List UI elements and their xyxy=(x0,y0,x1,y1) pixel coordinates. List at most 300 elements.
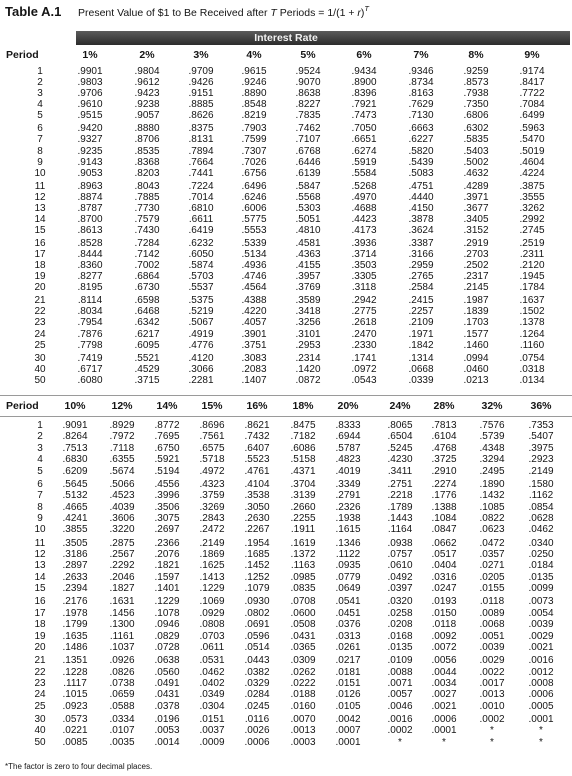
factor-cell: .9070 xyxy=(295,77,321,89)
factor-cell: .0318 xyxy=(519,363,545,375)
factor-cell: .0517 xyxy=(431,549,457,560)
factor-cell: .0068 xyxy=(479,619,505,631)
period-cell: 18 xyxy=(34,260,46,272)
factor-cell: .9709 xyxy=(188,66,214,77)
factor-cell: .7014 xyxy=(188,191,214,203)
period-cell: 11 xyxy=(34,180,46,192)
factor-cell: .2745 xyxy=(519,225,545,236)
factor-cell: .1456 xyxy=(109,607,135,619)
factor-cell: .5553 xyxy=(241,225,267,236)
factor-cell: .9091 xyxy=(62,420,88,431)
factor-cell: .8734 xyxy=(408,77,434,89)
factor-cell: .5568 xyxy=(295,191,321,203)
factor-cell: .7284 xyxy=(134,237,160,249)
factor-cell: .1401 xyxy=(154,583,180,595)
factor-cell: .1890 xyxy=(479,478,505,490)
factor-cell: .0017 xyxy=(479,678,505,689)
factor-cell: .2502 xyxy=(463,260,489,272)
factor-cell: .8890 xyxy=(241,88,267,100)
factor-cell: .0071 xyxy=(387,678,413,689)
factor-cell: .3875 xyxy=(519,180,545,192)
factor-cell: .5645 xyxy=(62,478,88,490)
period-cell: 19 xyxy=(34,630,46,642)
factor-cell: .0007 xyxy=(335,725,361,737)
rate-header: 24% xyxy=(389,400,411,412)
factor-cell: .1069 xyxy=(199,596,225,608)
factor-cell: .2765 xyxy=(408,271,434,283)
factor-cell: .4388 xyxy=(241,295,267,307)
factor-cell: .2176 xyxy=(62,596,88,608)
factor-cell: .6717 xyxy=(77,363,103,375)
factor-cell: .8203 xyxy=(134,167,160,179)
factor-cell: .6227 xyxy=(408,134,434,146)
factor-cell: .1122 xyxy=(335,549,361,560)
factor-cell: .9423 xyxy=(134,88,160,100)
interest-rate-label: Interest Rate xyxy=(254,32,318,44)
factor-cell: .0946 xyxy=(154,619,180,631)
rate-header: 5% xyxy=(300,49,316,61)
factor-cell: .0738 xyxy=(109,678,135,689)
factor-cell: .9327 xyxy=(77,134,103,146)
factor-cell: .5134 xyxy=(241,249,267,260)
factor-cell: .1580 xyxy=(528,478,554,490)
factor-cell: .7084 xyxy=(519,99,545,111)
factor-cell: .6342 xyxy=(134,317,160,329)
factor-cell: .0022 xyxy=(479,666,505,678)
factor-cell: .0003 xyxy=(290,736,316,748)
factor-cell: .2584 xyxy=(408,282,434,294)
factor-cell: .0835 xyxy=(290,583,316,595)
rate-header: 36% xyxy=(530,400,552,412)
period-cell: 8 xyxy=(37,501,43,513)
factor-cell: .0611 xyxy=(199,642,225,653)
factor-cell: .7894 xyxy=(188,145,214,157)
factor-cell: .1015 xyxy=(62,689,88,701)
factor-cell: .0588 xyxy=(109,700,135,712)
factor-cell: .0089 xyxy=(479,607,505,619)
factor-cell: .5132 xyxy=(62,490,88,502)
factor-cell: .1351 xyxy=(62,655,88,667)
title-text-part: Present Value of $1 to Be Received after xyxy=(78,7,271,19)
factor-cell: .0044 xyxy=(431,666,457,678)
period-cell: 5 xyxy=(37,465,43,477)
factor-cell: .7002 xyxy=(134,260,160,272)
factor-cell: .2394 xyxy=(62,583,88,595)
factor-cell: .2495 xyxy=(479,465,505,477)
factor-cell: .0649 xyxy=(335,583,361,595)
factor-cell: .3220 xyxy=(109,524,135,536)
factor-cell: .0854 xyxy=(528,501,554,513)
factor-cell: .0313 xyxy=(335,630,361,642)
factor-cell: .1987 xyxy=(463,295,489,307)
rate-header: 10% xyxy=(64,400,86,412)
factor-cell: .1799 xyxy=(62,619,88,631)
factor-cell: .5775 xyxy=(241,213,267,225)
factor-cell: .7350 xyxy=(463,99,489,111)
factor-cell: .9706 xyxy=(77,88,103,100)
factor-cell: .0329 xyxy=(244,678,270,689)
factor-cell: .4057 xyxy=(241,317,267,329)
factor-cell: .4823 xyxy=(335,454,361,466)
factor-cell: .0560 xyxy=(154,666,180,678)
factor-cell: .8368 xyxy=(134,156,160,168)
factor-cell: .7430 xyxy=(134,225,160,236)
period-cell: 13 xyxy=(34,202,46,214)
factor-cell: .1971 xyxy=(408,328,434,340)
factor-cell: .1827 xyxy=(109,583,135,595)
factor-cell: .0872 xyxy=(295,374,321,386)
factor-cell: .0222 xyxy=(290,678,316,689)
factor-cell: .8963 xyxy=(77,180,103,192)
period-cell: 2 xyxy=(37,77,43,89)
factor-cell: .5921 xyxy=(154,454,180,466)
factor-cell: .3936 xyxy=(351,237,377,249)
period-cell: 4 xyxy=(37,454,43,466)
factor-cell: .0397 xyxy=(387,583,413,595)
factor-cell: .0150 xyxy=(431,607,457,619)
factor-cell: .0116 xyxy=(244,714,270,725)
factor-cell: .5375 xyxy=(188,295,214,307)
factor-cell: .3957 xyxy=(295,271,321,283)
factor-cell: .2281 xyxy=(188,374,214,386)
factor-cell: .0754 xyxy=(519,352,545,364)
period-cell: 10 xyxy=(34,167,46,179)
period-cell: 18 xyxy=(34,619,46,631)
period-cell: 25 xyxy=(34,700,46,712)
factor-cell: .4810 xyxy=(295,225,321,236)
factor-cell: .0929 xyxy=(199,607,225,619)
factor-cell: .4529 xyxy=(134,363,160,375)
factor-cell: .7730 xyxy=(134,202,160,214)
factor-cell: .1229 xyxy=(199,583,225,595)
factor-cell: .2618 xyxy=(351,317,377,329)
factor-cell: .3066 xyxy=(188,363,214,375)
factor-cell: .1460 xyxy=(463,339,489,351)
factor-cell: .0005 xyxy=(528,700,554,712)
period-cell: 15 xyxy=(34,583,46,595)
factor-cell: .7579 xyxy=(134,213,160,225)
factor-cell: .0340 xyxy=(528,537,554,549)
factor-cell: .0514 xyxy=(244,642,270,653)
factor-cell: .0339 xyxy=(408,374,434,386)
factor-cell: .4019 xyxy=(335,465,361,477)
title-variable-t: T xyxy=(270,7,277,19)
period-cell: 8 xyxy=(37,145,43,157)
factor-cell: .6419 xyxy=(188,225,214,236)
factor-cell: .2257 xyxy=(408,306,434,318)
factor-cell: .0600 xyxy=(290,607,316,619)
factor-cell: .1085 xyxy=(479,501,505,513)
factor-cell: .8874 xyxy=(77,191,103,203)
factor-cell: .4363 xyxy=(295,249,321,260)
factor-cell: .3083 xyxy=(241,352,267,364)
factor-cell: .7921 xyxy=(351,99,377,111)
factor-cell: .5219 xyxy=(188,306,214,318)
interest-rate-band xyxy=(76,31,570,45)
factor-cell: .1314 xyxy=(408,352,434,364)
factor-cell: .9246 xyxy=(241,77,267,89)
factor-cell: .4155 xyxy=(295,260,321,272)
factor-cell: .0072 xyxy=(431,642,457,653)
factor-cell: .0056 xyxy=(431,655,457,667)
factor-cell: .8573 xyxy=(463,77,489,89)
factor-cell: .2791 xyxy=(335,490,361,502)
table-number: Table A.1 xyxy=(5,4,62,19)
factor-cell: .7182 xyxy=(290,431,316,443)
factor-cell: .0802 xyxy=(244,607,270,619)
factor-cell: .9174 xyxy=(519,66,545,77)
factor-cell: .0126 xyxy=(335,689,361,701)
factor-cell: .8621 xyxy=(244,420,270,431)
factor-cell: .2149 xyxy=(199,537,225,549)
factor-cell: .7695 xyxy=(154,431,180,443)
period-header: Period xyxy=(6,400,39,412)
title-variable-r: r xyxy=(357,7,361,19)
factor-cell: .0757 xyxy=(387,549,413,560)
factor-cell: .9426 xyxy=(188,77,214,89)
factor-cell: .0042 xyxy=(335,714,361,725)
factor-cell: .6104 xyxy=(431,431,457,443)
rate-header: 14% xyxy=(156,400,178,412)
factor-cell: .7798 xyxy=(77,339,103,351)
factor-cell: .9804 xyxy=(134,66,160,77)
factor-cell: .2120 xyxy=(519,260,545,272)
rate-header: 6% xyxy=(356,49,372,61)
rate-header: 7% xyxy=(413,49,429,61)
factor-cell: .2292 xyxy=(109,560,135,572)
factor-cell: .6611 xyxy=(188,213,214,225)
factor-cell: .4972 xyxy=(199,465,225,477)
factor-cell: .4173 xyxy=(351,225,377,236)
rate-header: 2% xyxy=(139,49,155,61)
factor-cell: .1486 xyxy=(62,642,88,653)
factor-cell: .7664 xyxy=(188,156,214,168)
factor-cell: .4970 xyxy=(351,191,377,203)
factor-cell: .0012 xyxy=(528,666,554,678)
factor-cell: .0001 xyxy=(528,714,554,725)
factor-cell: .3996 xyxy=(154,490,180,502)
factor-cell: .8034 xyxy=(77,306,103,318)
factor-cell: .8065 xyxy=(387,420,413,431)
factor-cell: .8333 xyxy=(335,420,361,431)
period-cell: 13 xyxy=(34,560,46,572)
factor-cell: .0365 xyxy=(290,642,316,653)
factor-cell: .3186 xyxy=(62,549,88,560)
factor-cell: .1615 xyxy=(335,524,361,536)
factor-cell: .1407 xyxy=(241,374,267,386)
factor-cell: .9346 xyxy=(408,66,434,77)
period-cell: 23 xyxy=(34,317,46,329)
factor-cell: .6006 xyxy=(241,202,267,214)
factor-cell: .5158 xyxy=(290,454,316,466)
factor-cell: .5874 xyxy=(188,260,214,272)
factor-cell: .0378 xyxy=(154,700,180,712)
factor-cell: .4371 xyxy=(290,465,316,477)
factor-cell: .2109 xyxy=(408,317,434,329)
factor-cell: .6499 xyxy=(519,110,545,122)
factor-cell: .0460 xyxy=(463,363,489,375)
factor-cell: .6768 xyxy=(295,145,321,157)
factor-cell: .0013 xyxy=(479,689,505,701)
factor-cell: .6944 xyxy=(335,431,361,443)
factor-cell: .0213 xyxy=(463,374,489,386)
factor-cell: .0021 xyxy=(431,700,457,712)
factor-cell: .1378 xyxy=(519,317,545,329)
factor-cell: .0402 xyxy=(199,678,225,689)
factor-cell: .0826 xyxy=(109,666,135,678)
period-cell: 12 xyxy=(34,191,46,203)
factor-cell: .7118 xyxy=(109,442,135,454)
factor-cell: .4104 xyxy=(244,478,270,490)
factor-cell: .5718 xyxy=(199,454,225,466)
factor-cell: .0196 xyxy=(154,714,180,725)
factor-cell: .1635 xyxy=(62,630,88,642)
factor-cell: .8114 xyxy=(77,295,103,307)
period-cell: 16 xyxy=(34,237,46,249)
period-cell: 1 xyxy=(37,420,43,431)
period-cell: 2 xyxy=(37,431,43,443)
factor-cell: .0808 xyxy=(199,619,225,631)
factor-cell: .3855 xyxy=(62,524,88,536)
factor-cell: .0057 xyxy=(387,689,413,701)
table-title xyxy=(78,5,369,21)
factor-cell: .0073 xyxy=(528,596,554,608)
period-cell: 3 xyxy=(37,88,43,100)
factor-cell: .0662 xyxy=(431,537,457,549)
factor-cell: .0822 xyxy=(479,513,505,524)
factor-cell: .5245 xyxy=(387,442,413,454)
factor-cell: .3411 xyxy=(387,465,413,477)
factor-cell: .1978 xyxy=(62,607,88,619)
factor-cell: .1842 xyxy=(408,339,434,351)
period-header: Period xyxy=(6,49,39,61)
factor-cell: .3714 xyxy=(351,249,377,260)
factor-cell: .4746 xyxy=(241,271,267,283)
factor-cell: .0208 xyxy=(387,619,413,631)
factor-cell: .0245 xyxy=(244,700,270,712)
rate-header: 1% xyxy=(82,49,98,61)
factor-cell: .0006 xyxy=(431,714,457,725)
period-cell: 1 xyxy=(37,66,43,77)
factor-cell: .4289 xyxy=(463,180,489,192)
factor-cell: .4230 xyxy=(387,454,413,466)
factor-cell: .8929 xyxy=(109,420,135,431)
factor-cell: .1432 xyxy=(479,490,505,502)
factor-cell: .2703 xyxy=(463,249,489,260)
factor-cell: .0134 xyxy=(519,374,545,386)
period-cell: 6 xyxy=(37,478,43,490)
factor-cell: .8638 xyxy=(295,88,321,100)
period-cell: 30 xyxy=(34,714,46,725)
factor-cell: .6355 xyxy=(109,454,135,466)
factor-cell: .2633 xyxy=(62,571,88,583)
factor-cell: .5787 xyxy=(335,442,361,454)
factor-cell: .1420 xyxy=(295,363,321,375)
factor-cell: .0938 xyxy=(387,537,413,549)
factor-cell: .0376 xyxy=(335,619,361,631)
factor-cell: .0659 xyxy=(109,689,135,701)
factor-cell: .7307 xyxy=(241,145,267,157)
factor-cell: .0638 xyxy=(154,655,180,667)
period-cell: 9 xyxy=(37,513,43,524)
factor-cell: .6407 xyxy=(244,442,270,454)
factor-cell: .5268 xyxy=(351,180,377,192)
factor-cell: .2751 xyxy=(387,478,413,490)
factor-cell: .8264 xyxy=(62,431,88,443)
factor-cell: .6274 xyxy=(351,145,377,157)
factor-cell: .0284 xyxy=(244,689,270,701)
factor-cell: .3677 xyxy=(463,202,489,214)
factor-cell: .0105 xyxy=(335,700,361,712)
factor-cell: .0035 xyxy=(109,736,135,748)
factor-cell: .4751 xyxy=(408,180,434,192)
factor-cell: .1346 xyxy=(335,537,361,549)
factor-cell: .1685 xyxy=(244,549,270,560)
factor-cell: .1163 xyxy=(290,560,316,572)
factor-cell: .2897 xyxy=(62,560,88,572)
factor-cell: .1443 xyxy=(387,513,413,524)
factor-cell: * xyxy=(490,725,494,737)
factor-cell: .0160 xyxy=(290,700,316,712)
factor-cell: .9434 xyxy=(351,66,377,77)
factor-cell: .2326 xyxy=(335,501,361,513)
factor-cell: .6446 xyxy=(295,156,321,168)
rate-header: 12% xyxy=(111,400,133,412)
factor-cell: .1228 xyxy=(62,666,88,678)
factor-cell: .7130 xyxy=(408,110,434,122)
factor-cell: .0029 xyxy=(479,655,505,667)
factor-cell: .6810 xyxy=(188,202,214,214)
factor-cell: .4224 xyxy=(519,167,545,179)
factor-cell: .2472 xyxy=(199,524,225,536)
factor-cell: .5703 xyxy=(188,271,214,283)
factor-cell: .6806 xyxy=(463,110,489,122)
factor-cell: .2046 xyxy=(109,571,135,583)
factor-cell: .0034 xyxy=(431,678,457,689)
factor-cell: .3050 xyxy=(244,501,270,513)
factor-cell: .3418 xyxy=(295,306,321,318)
factor-cell: .0109 xyxy=(387,655,413,667)
factor-cell: .7142 xyxy=(134,249,160,260)
factor-cell: .1619 xyxy=(290,537,316,549)
factor-cell: .0596 xyxy=(244,630,270,642)
factor-cell: .0404 xyxy=(431,560,457,572)
factor-cell: .0708 xyxy=(290,596,316,608)
factor-cell: .4768 xyxy=(431,442,457,454)
factor-cell: .6864 xyxy=(134,271,160,283)
factor-cell: .3704 xyxy=(290,478,316,490)
factor-cell: .0728 xyxy=(154,642,180,653)
factor-cell: .4241 xyxy=(62,513,88,524)
factor-cell: .3139 xyxy=(290,490,316,502)
factor-cell: .6468 xyxy=(134,306,160,318)
factor-cell: .8444 xyxy=(77,249,103,260)
factor-cell: .0508 xyxy=(290,619,316,631)
period-cell: 24 xyxy=(34,689,46,701)
factor-cell: .8417 xyxy=(519,77,545,89)
factor-cell: .4761 xyxy=(244,465,270,477)
factor-cell: .1079 xyxy=(244,583,270,595)
factor-cell: .0462 xyxy=(199,666,225,678)
factor-cell: .8700 xyxy=(77,213,103,225)
factor-cell: .0316 xyxy=(431,571,457,583)
factor-cell: .2311 xyxy=(519,249,545,260)
factor-cell: .4523 xyxy=(109,490,135,502)
period-cell: 22 xyxy=(34,666,46,678)
factor-cell: .4440 xyxy=(408,191,434,203)
factor-cell: .0168 xyxy=(387,630,413,642)
factor-cell: .4688 xyxy=(351,202,377,214)
